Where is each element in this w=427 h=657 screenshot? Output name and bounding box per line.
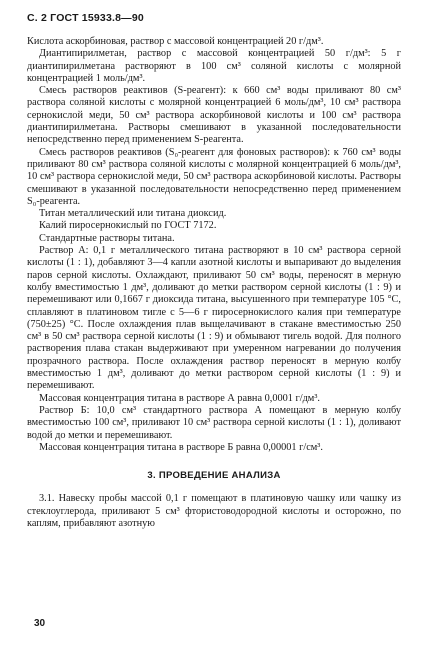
paragraph-s-reagent: Смесь растворов реактивов (S-реагент): к 660 см³ воды приливают 80 см³ раствора соляной кислоты с молярной концентрацией 6 моль/дм³, 10 см³ раствора сернокислой меди, 50 см³ раствора аскорбиновой кислоты и 100 см³ раствора диантипирилметана. Растворы смешивают в указанной последовательности непосредственно перед применением S-реагента. [27,85,401,146]
paragraph-standard-solutions: Стандартные растворы титана. [39,232,175,244]
page-number: 30 [34,618,46,629]
paragraph-solution-a: Раствор А: 0,1 г металлического титана растворяют в 10 см³ раствора серной кислоты (1 : 1), добавляют 3—4 капли азотной кислоты и выпаривают до выделения паров серной кислоты. Охлаждают, приливают 50 см³ воды, переносят в мерную колбу вместимостью 1 дм³, доливают до метки раствором серной кислоты (1 : 9) и перемешивают или 0,1667 г диоксида титана, высушенного при температуре 105 °С, сплавляют в платиновом тигле с 5—6 г пиросернокислого калия при температуре (750±25) °С. После охлаждения плав выщелачивают в стакане вместимостью 250 см³ в 50 см³ раствора серной кислоты (1 : 9) и обмывают тигель водой. Для полного растворения плава стакан выдерживают при умеренном нагревании до получения прозрачного раствора. После охлаждения раствор переносят в мерную колбу вместимостью 1 дм³, доливают до метки раствором серной кислоты (1 : 9) и перемешивают. [27,245,401,392]
paragraph-concentration-a: Массовая концентрация титана в растворе А равна 0,0001 г/дм³. [39,392,320,404]
paragraph-solution-b: Раствор Б: 10,0 см³ стандартного раствора А помещают в мерную колбу вместимостью 100 см³, приливают 10 см³ раствора серной кислоты (1 : 1), доливают водой до метки и перемешивают. [27,404,401,441]
paragraph-potassium-pyrosulfate: Калий пиросернокислый по ГОСТ 7172. [39,220,217,232]
paragraph-concentration-b: Массовая концентрация титана в растворе Б равна 0,00001 г/см³. [39,441,323,453]
document-body [27,36,401,530]
paragraph-titanium: Титан металлический или титана диоксид. [39,208,227,220]
page-header: С. 2 ГОСТ 15933.8—90 [27,12,144,24]
paragraph-ascorbic-acid: Кислота аскорбиновая, раствор с массовой концентрацией 20 г/дм³. [27,36,324,47]
section-heading: 3. ПРОВЕДЕНИЕ АНАЛИЗА [147,470,281,482]
paragraph-diantipyrylmethane: Диантипирилметан, раствор с массовой концентрацией 50 г/дм³: 5 г диантипирилметана растворяют в 100 см³ соляной кислоты с молярной концентрацией 1 моль/дм³. [27,48,401,84]
paragraph-3-1: 3.1. Навеску пробы массой 0,1 г помещают в платиновую чашку или чашку из стеклоуглерода, приливают 5 см³ фтористоводородной кислоты и осторожно, по каплям, прибавляют азотную [27,493,401,529]
paragraph-s0-reagent: Смесь растворов реактивов (S₀-реагент для фоновых растворов): к 760 см³ воды приливают 80 см³ раствора соляной кислоты с молярной концентрацией 6 моль/дм³, 10 см³ раствора сернокислой меди, 50 см³ раствора аскорбиновой кислоты. Растворы смешивают в указанной последовательности непосредственно перед применением S₀-реагента. [27,146,401,207]
